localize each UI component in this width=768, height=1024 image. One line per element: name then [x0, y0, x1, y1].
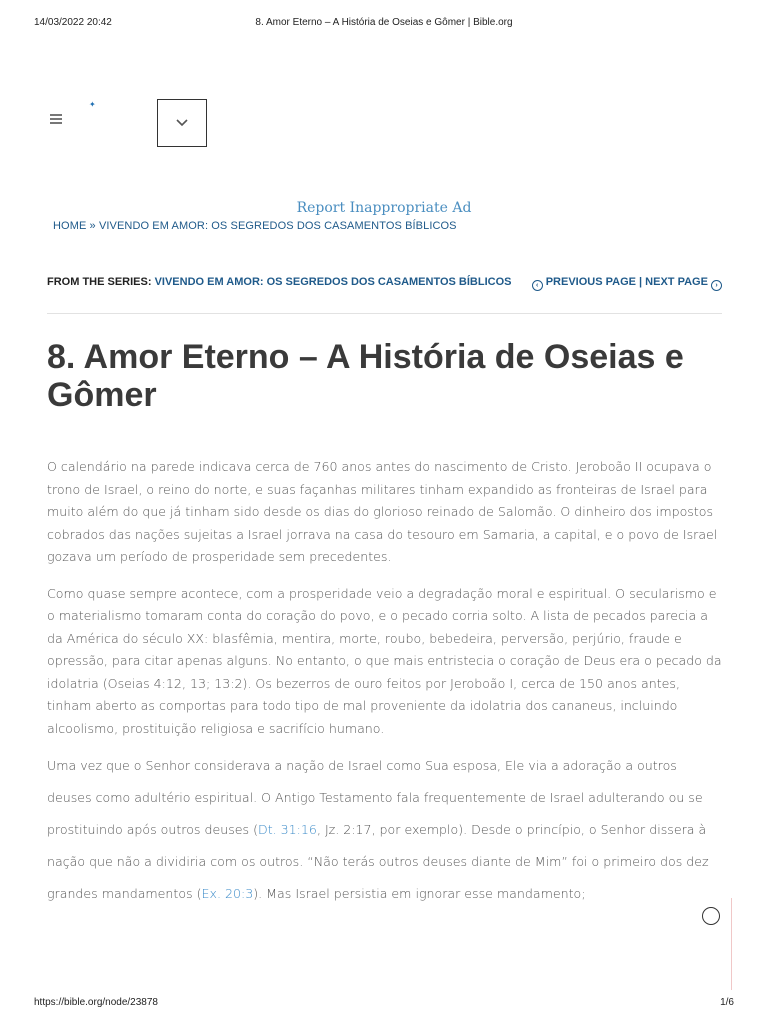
pager-separator: | [635, 276, 646, 288]
print-page-number: 1/6 [720, 997, 734, 1008]
paragraph-1: O calendário na parede indicava cerca de 760 anos antes do nascimento de Cristo. Jeroboão II ocupava o trono de Israel, o reino do norte, e suas façanhas militares tinham expandido as fronteiras de Israel para muito além do que já tinham sido desde os dias do glorioso reinado de Salomão. O dinheiro dos impostos cobrados das nações sujeitas a Israel jorrava na casa do tesouro em Samaria, a capital, e o povo de Israel gozava um período de prosperidade sem precedentes. [47, 459, 718, 564]
series-label: FROM THE SERIES: [47, 276, 155, 288]
print-header [34, 17, 734, 31]
divider [47, 313, 722, 314]
print-date: 14/03/2022 20:42 [34, 17, 112, 28]
report-ad-link[interactable]: Report Inappropriate Ad [296, 200, 472, 216]
print-footer [34, 997, 734, 1011]
next-page-link[interactable]: NEXT PAGE [645, 276, 708, 288]
breadcrumb-current[interactable]: VIVENDO EM AMOR: OS SEGREDOS DOS CASAMENTOS BÍBLICOS [98, 220, 457, 232]
arrow-right-circle-icon[interactable]: › [711, 280, 722, 291]
paragraph-3-text-c: ). Mas Israel persistia em ignorar esse mandamento; [253, 886, 586, 901]
chevron-down-icon [176, 119, 188, 127]
dropdown-toggle[interactable] [157, 99, 207, 147]
series-link[interactable]: VIVENDO EM AMOR: OS SEGREDOS DOS CASAMENTOS BÍBLICOS [154, 276, 512, 288]
article-body [47, 456, 724, 924]
scroll-top-button[interactable] [702, 907, 720, 925]
breadcrumb-home[interactable]: HOME [53, 220, 87, 232]
print-title: 8. Amor Eterno – A História de Oseias e Gômer | Bible.org [255, 17, 513, 28]
logo-icon[interactable]: ✦ [89, 100, 96, 109]
paragraph-3-text-b: , Jz. 2:17, por exemplo). Desde o princípio, o Senhor dissera à nação que não a dividiria com os outros. “Não terás outros deuses diante de Mim” foi o primeiro dos dez grandes mandamentos ( [47, 822, 709, 901]
scripture-link-dt[interactable]: Dt. 31:16 [258, 822, 317, 837]
series-bar [47, 276, 722, 292]
paragraph-3-text-a: Uma vez que o Senhor considerava a nação de Israel como Sua esposa, Ele via a adoração a outros deuses como adultério espiritual. O Antigo Testamento fala frequentemente de Israel adulterando ou se prostituindo após outros deuses ( [47, 758, 703, 837]
breadcrumb-separator: » [86, 220, 99, 232]
page-title: 8. Amor Eterno – A História de Oseias e Gômer [47, 338, 684, 414]
paragraph-3 [47, 750, 724, 910]
arrow-left-circle-icon[interactable]: ‹ [532, 280, 543, 291]
paragraph-2: Como quase sempre acontece, com a prosperidade veio a degradação moral e espiritual. O secularismo e o materialismo tomaram conta do coração do povo, e o pecado corria solto. A lista de pecados parecia a da América do século XX: blasfêmia, mentira, morte, roubo, bebedeira, perversão, perjúrio, fraude e opressão, para citar apenas alguns. No entanto, o que mais entristecia o coração de Deus era o pecado da idolatria (Oseias 4:12, 13; 13:2). Os bezerros de ouro feitos por Jeroboão I, cerca de 150 anos antes, tinham aberto as comportas para todo tipo de mal proveniente da idolatria dos cananeus, incluindo alcoolismo, prostituição religiosa e sacrifício humano. [47, 585, 722, 736]
pager [532, 276, 722, 291]
scripture-link-ex[interactable]: Ex. 20:3 [201, 886, 254, 901]
breadcrumb [53, 220, 457, 232]
hamburger-icon[interactable] [50, 114, 62, 126]
previous-page-link[interactable]: PREVIOUS PAGE [545, 276, 636, 288]
print-url: https://bible.org/node/23878 [34, 997, 158, 1008]
scrollbar[interactable] [731, 898, 732, 990]
